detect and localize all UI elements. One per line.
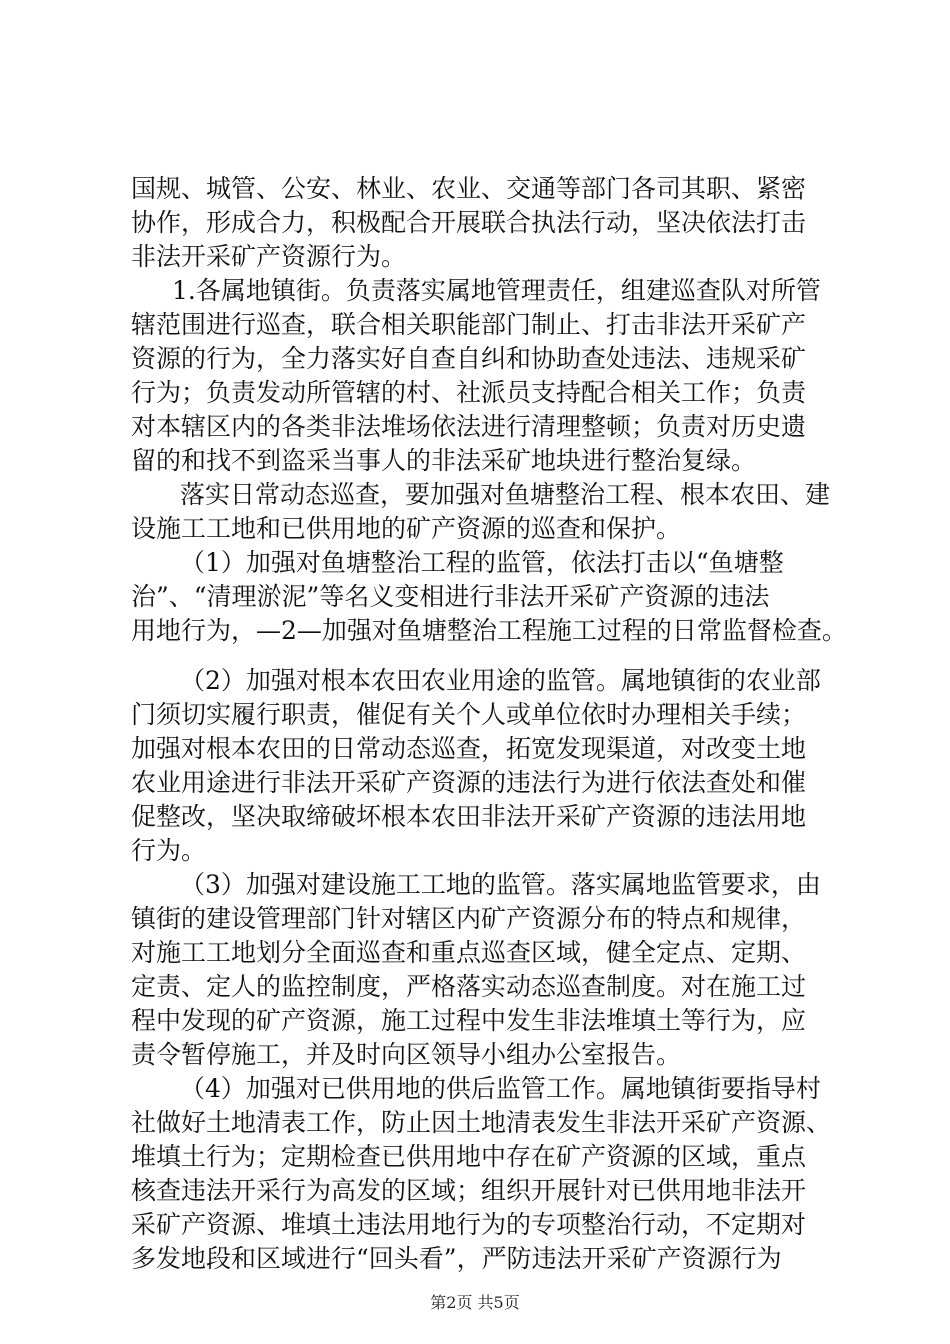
text-line: 责令暂停施工，并及时向区领导小组办公室报告。: [131, 1040, 682, 1069]
text-line: 对本辖区内的各类非法堆场依法进行清理整顿；负责对历史遗: [131, 412, 807, 441]
text-line: 用地行为，—2—加强对鱼塘整治工程施工过程的日常监督检查。: [131, 616, 847, 645]
text-line: （4）加强对已供用地的供后监管工作。属地镇街要指导村: [180, 1074, 821, 1103]
text-line: 1.各属地镇街。负责落实属地管理责任，组建巡查队对所管: [172, 276, 821, 305]
text-line: 定责、定人的监控制度，严格落实动态巡查制度。对在施工过: [131, 972, 807, 1001]
text-line: 资源的行为，全力落实好自查自纠和协助查处违法、违规采矿: [131, 344, 807, 373]
text-line: 对施工工地划分全面巡查和重点巡查区域，健全定点、定期、: [131, 938, 807, 967]
text-line: 堆填土行为；定期检查已供用地中存在矿产资源的区域，重点: [131, 1142, 807, 1171]
text-line: 采矿产资源、堆填土违法用地行为的专项整治行动，不定期对: [131, 1210, 807, 1239]
text-line: 加强对根本农田的日常动态巡查，拓宽发现渠道，对改变土地: [131, 734, 807, 763]
text-line: 国规、城管、公安、林业、农业、交通等部门各司其职、紧密: [131, 174, 807, 203]
text-line: 落实日常动态巡查，要加强对鱼塘整治工程、根本农田、建: [180, 480, 831, 509]
text-line: 非法开采矿产资源行为。: [131, 242, 407, 271]
text-line: 程中发现的矿产资源，施工过程中发生非法堆填土等行为，应: [131, 1006, 807, 1035]
text-line: 镇街的建设管理部门针对辖区内矿产资源分布的特点和规律，: [131, 904, 807, 933]
text-line: （2）加强对根本农田农业用途的监管。属地镇街的农业部: [180, 666, 821, 695]
text-line: 行为。: [131, 836, 207, 865]
text-line: 农业用途进行非法开采矿产资源的违法行为进行依法查处和催: [131, 768, 807, 797]
text-line: 门须切实履行职责，催促有关个人或单位依时办理相关手续；: [131, 700, 807, 729]
text-line: 协作，形成合力，积极配合开展联合执法行动，坚决依法打击: [131, 208, 807, 237]
text-line: （1）加强对鱼塘整治工程的监管，依法打击以“鱼塘整: [180, 548, 784, 577]
page-footer: 第2页 共5页: [430, 1293, 520, 1312]
text-line: 核查违法开采行为高发的区域；组织开展针对已供用地非法开: [131, 1176, 807, 1205]
text-line: 辖范围进行巡查，联合相关职能部门制止、打击非法开采矿产: [131, 310, 807, 339]
text-line: 设施工工地和已供用地的矿产资源的巡查和保护。: [131, 514, 682, 543]
text-line: 多发地段和区域进行“回头看”，严防违法开采矿产资源行为: [131, 1244, 782, 1273]
text-line: 留的和找不到盗采当事人的非法采矿地块进行整治复绿。: [131, 446, 757, 475]
text-line: 促整改，坚决取缔破坏根本农田非法开采矿产资源的违法用地: [131, 802, 807, 831]
text-line: （3）加强对建设施工工地的监管。落实属地监管要求，由: [180, 870, 821, 899]
text-line: 社做好土地清表工作，防止因土地清表发生非法开采矿产资源、: [131, 1108, 832, 1137]
text-line: 治”、“清理淤泥”等名义变相进行非法开采矿产资源的违法: [131, 582, 770, 611]
text-line: 行为；负责发动所管辖的村、社派员支持配合相关工作；负责: [131, 378, 807, 407]
